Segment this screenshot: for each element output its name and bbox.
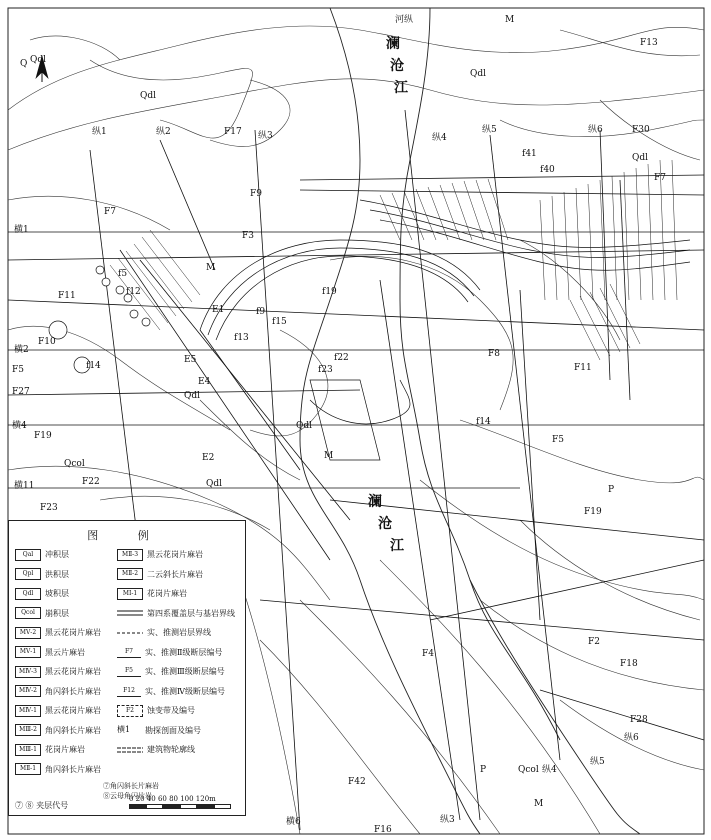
map-label: 横1 xyxy=(14,225,29,235)
legend-item: F5 实、推测Ⅲ级断层编号 xyxy=(117,662,235,682)
map-label: 纵2 xyxy=(156,127,171,137)
legend-item: 第四系覆盖层与基岩界线 xyxy=(117,604,235,624)
map-label: E4 xyxy=(198,377,211,387)
map-label: Qdl xyxy=(30,55,47,65)
map-label: M xyxy=(505,15,515,25)
legend xyxy=(8,520,246,816)
map-label: 横4 xyxy=(12,421,27,431)
map-label: F9 xyxy=(250,189,262,199)
map-label: Qcol xyxy=(518,765,539,775)
map-label: 纵5 xyxy=(482,125,497,135)
river-name-south-char-3: 江 xyxy=(390,538,404,554)
scale-bar-graphic xyxy=(129,804,231,809)
map-label: P xyxy=(480,765,487,775)
north-arrow-label: Q xyxy=(20,59,28,69)
river-name-char-1: 澜 xyxy=(386,36,400,52)
legend-item: MⅡ-3 黑云花岗片麻岩 xyxy=(117,545,235,565)
map-label: Qcol xyxy=(64,459,85,469)
map-label: M xyxy=(206,263,216,273)
river-name-south-char-1: 澜 xyxy=(368,494,382,510)
legend-item: F7 实、推测Ⅱ级断层编号 xyxy=(117,643,235,663)
legend-item: MⅠ-1 花岗片麻岩 xyxy=(117,584,235,604)
map-label: 纵6 xyxy=(624,733,639,743)
footnote-rock-1: ⑦角闪斜长片麻岩 xyxy=(103,782,159,790)
map-label: 纵3 xyxy=(440,815,455,825)
map-label: F5 xyxy=(552,435,564,445)
map-label: F42 xyxy=(348,777,366,787)
map-label: Qdl xyxy=(140,91,157,101)
map-label: Qdl xyxy=(470,69,487,79)
scale-label: 0 20 40 60 80 100 120m xyxy=(129,795,216,803)
legend-footnotes xyxy=(15,799,68,811)
map-label: 横11 xyxy=(14,481,35,491)
map-label: F22 xyxy=(82,477,100,487)
map-label: 纵1 xyxy=(92,127,107,137)
map-label: Qdl xyxy=(206,479,223,489)
map-label: F27 xyxy=(12,387,30,397)
map-label: 纵4 xyxy=(542,765,557,775)
map-label: f19 xyxy=(322,287,337,297)
legend-item: MⅤ-1 黑云片麻岩 xyxy=(15,643,101,663)
legend-item: Qcol 崩积层 xyxy=(15,604,101,624)
legend-item: MⅣ-1 黑云花岗片麻岩 xyxy=(15,701,101,721)
map-label: F5 xyxy=(12,365,24,375)
map-label: f15 xyxy=(272,317,287,327)
legend-left-column xyxy=(15,545,101,779)
legend-item: Qal 冲积层 xyxy=(15,545,101,565)
legend-item: MⅣ-2 角闪斜长片麻岩 xyxy=(15,682,101,702)
map-label: F30 xyxy=(632,125,650,135)
map-label: M xyxy=(534,799,544,809)
legend-item: MⅤ-2 黑云花岗片麻岩 xyxy=(15,623,101,643)
map-label: f40 xyxy=(540,165,555,175)
map-label: 横2 xyxy=(14,345,29,355)
map-label: 纵4 xyxy=(432,133,447,143)
map-label: F2 xyxy=(588,637,600,647)
scale-bar xyxy=(129,795,231,809)
footnote-rock-2: ⑧云母角闪片岩 xyxy=(103,792,152,800)
legend-right-column xyxy=(117,545,235,760)
borehole-markers xyxy=(49,266,150,373)
map-label: f22 xyxy=(334,353,349,363)
legend-item: MⅡ-2 二云斜长片麻岩 xyxy=(117,565,235,585)
map-label: f41 xyxy=(522,149,537,159)
river-name-char-2: 沧 xyxy=(390,58,404,74)
map-label: Qdl xyxy=(632,153,649,163)
map-label: f14 xyxy=(86,361,101,371)
legend-item: 横1 勘探剖面及编号 xyxy=(117,725,201,735)
map-label: f14 xyxy=(476,417,491,427)
map-label: f23 xyxy=(318,365,333,375)
map-label: F16 xyxy=(374,825,392,835)
map-label: 纵5 xyxy=(590,757,605,767)
map-label: 河纵 xyxy=(395,15,414,25)
map-label: 纵6 xyxy=(588,125,603,135)
map-label: F3 xyxy=(242,231,254,241)
river-name-char-3: 江 xyxy=(394,80,408,96)
map-label: F11 xyxy=(58,291,76,301)
legend-item: 实、推测岩层界线 xyxy=(117,623,235,643)
legend-item: 建筑物轮廓线 xyxy=(117,740,235,760)
map-label: E2 xyxy=(202,453,215,463)
map-label: F17 xyxy=(224,127,242,137)
map-label: F10 xyxy=(38,337,56,347)
legend-item: MⅣ-3 黑云花岗片麻岩 xyxy=(15,662,101,682)
legend-item: Qpl 洪积层 xyxy=(15,565,101,585)
double-line-icon xyxy=(117,608,143,618)
map-label: 纵3 xyxy=(258,131,273,141)
legend-item: Qdl 坡积层 xyxy=(15,584,101,604)
legend-title: 图 例 xyxy=(87,529,167,542)
river-name-south-char-2: 沧 xyxy=(378,516,392,532)
map-label: M xyxy=(324,451,334,461)
map-label: F8 xyxy=(488,349,500,359)
building-outline-icon xyxy=(117,745,143,755)
interlayer-code: ⑦ ⑧ 夹层代号 xyxy=(15,801,69,810)
map-label: E1 xyxy=(212,305,225,315)
map-label: F7 xyxy=(104,207,116,217)
map-label: F11 xyxy=(574,363,592,373)
map-label: F23 xyxy=(40,503,58,513)
dashed-line-icon xyxy=(117,628,143,638)
map-label: F19 xyxy=(584,507,602,517)
map-label: F18 xyxy=(620,659,638,669)
legend-item: F12 实、推测Ⅳ级断层编号 xyxy=(117,682,235,702)
map-label: F19 xyxy=(34,431,52,441)
map-label: Qdl xyxy=(184,391,201,401)
map-label: f5 xyxy=(118,269,128,279)
legend-item: F2 蚀变带及编号 xyxy=(117,701,235,721)
map-label: f12 xyxy=(126,287,141,297)
map-label: P xyxy=(608,485,615,495)
hatched-slopes xyxy=(110,160,677,360)
map-label: f9 xyxy=(256,307,266,317)
legend-item: MⅢ-2 角闪斜长片麻岩 xyxy=(15,721,101,741)
map-label: 横6 xyxy=(286,817,301,827)
map-label: Qdl xyxy=(296,421,313,431)
legend-item: MⅡ-1 角闪斜长片麻岩 xyxy=(15,760,101,780)
map-label: f13 xyxy=(234,333,249,343)
legend-item: MⅢ-1 花岗片麻岩 xyxy=(15,740,101,760)
map-label: F13 xyxy=(640,38,658,48)
map-label: F4 xyxy=(422,649,434,659)
map-label: E5 xyxy=(184,355,197,365)
map-label: F28 xyxy=(630,715,648,725)
map-label: F7 xyxy=(654,173,666,183)
